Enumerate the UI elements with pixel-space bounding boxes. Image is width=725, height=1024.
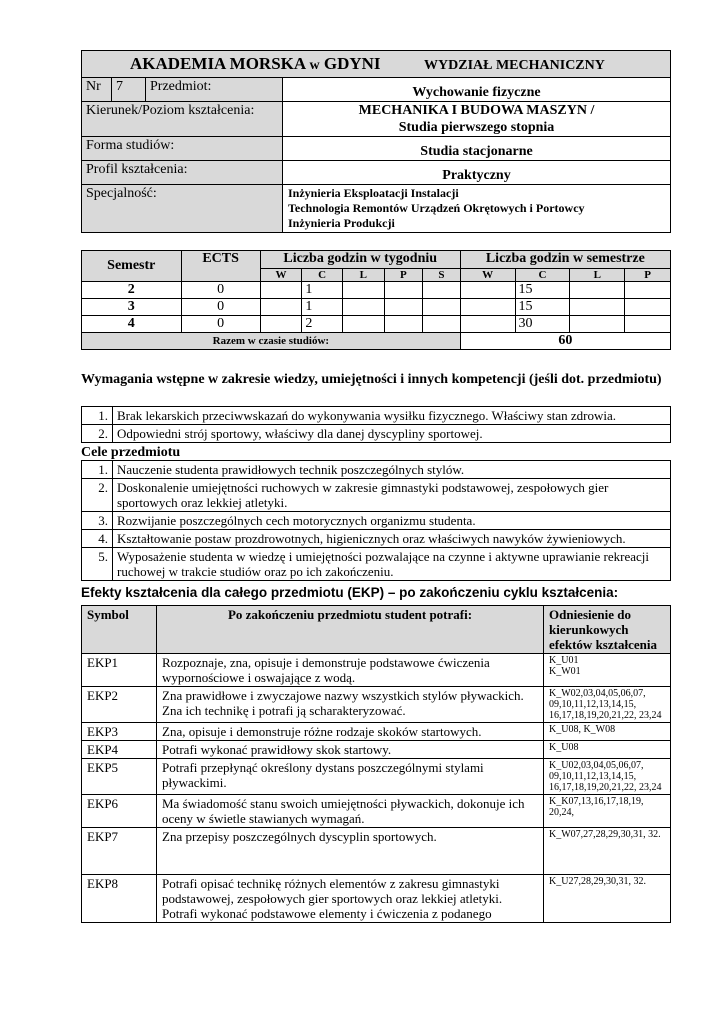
sub-sw: W bbox=[460, 268, 515, 281]
subject-label: Przedmiot: bbox=[146, 78, 283, 102]
list-item: 4. Kształtowanie postaw prozdrowotnych, higienicznych oraz właściwych nawyków żywieniowych. bbox=[82, 530, 671, 548]
semester-row: 4 0 2 30 bbox=[82, 316, 671, 333]
list-item: 5. Wyposażenie studenta w wiedzę i umiejętności pozwalające na czynne i aktywne uprawianie rekreacji ruchowej w trakcie studiów oraz po ich zakończeniu. bbox=[82, 548, 671, 581]
nr-value: 7 bbox=[112, 78, 146, 102]
goals-list bbox=[81, 460, 671, 581]
list-item: 1. Brak lekarskich przeciwwskazań do wykonywania wysiłku fizycznego. Właściwy stan zdrowia. bbox=[82, 407, 671, 425]
sub-sc: C bbox=[515, 268, 570, 281]
table-row: EKP6 Ma świadomość stanu swoich umiejętności pływackich, dokonuje ich oceny w świetle stawianych wymagań. K_K07,13,16,17,18,19, 20,24, bbox=[82, 795, 671, 828]
table-row: EKP8 Potrafi opisać technikę różnych elementów z zakresu gimnastyki podstawowej, zespołowych gier sportowych oraz lekkiej atletyki. Potrafi wykonać podstawowe elementy i ćwiczenia z podanego K_U27,28,29,30,31, 32. bbox=[82, 875, 671, 923]
sub-l: L bbox=[342, 268, 384, 281]
sub-w: W bbox=[260, 268, 302, 281]
col-weekly: Liczba godzin w tygodniu bbox=[260, 251, 460, 269]
col-semester: Semestr bbox=[82, 251, 182, 282]
course-header-table bbox=[81, 50, 671, 233]
effects-table bbox=[81, 605, 671, 923]
col-ref: Odniesienie do kierunkowych efektów kształcenia bbox=[544, 606, 671, 654]
table-row: EKP3 Zna, opisuje i demonstruje różne rodzaje skoków startowych. K_U08, K_W08 bbox=[82, 723, 671, 741]
table-row: EKP4 Potrafi wykonać prawidłowy skok startowy. K_U08 bbox=[82, 741, 671, 759]
academy-name: AKADEMIA MORSKA w GDYNI bbox=[130, 53, 381, 73]
sub-p: P bbox=[384, 268, 423, 281]
semester-row: 3 0 1 15 bbox=[82, 299, 671, 316]
total-label: Razem w czasie studiów: bbox=[82, 333, 461, 350]
list-item: 2. Doskonalenie umiejętności ruchowych w zakresie gimnastyki podstawowej, zespołowych gier sportowych oraz lekkiej atletyki. bbox=[82, 479, 671, 512]
list-item: 1. Nauczenie studenta prawidłowych technik poszczególnych stylów. bbox=[82, 461, 671, 479]
form-value: Studia stacjonarne bbox=[283, 137, 671, 161]
col-symbol: Symbol bbox=[82, 606, 157, 654]
col-semester-hours: Liczba godzin w semestrze bbox=[460, 251, 670, 269]
col-ects: ECTS bbox=[181, 251, 260, 282]
semester-row: 2 0 1 15 bbox=[82, 282, 671, 299]
requirements-title: Wymagania wstępne w zakresie wiedzy, umiejętności i innych kompetencji (jeśli dot. przedmiotu) bbox=[81, 372, 662, 387]
sub-s: S bbox=[423, 268, 461, 281]
nr-label: Nr bbox=[82, 78, 112, 102]
spec-values: Inżynieria Eksploatacji Instalacji Technologia Remontów Urządzeń Okrętowych i Portowcy Inżynieria Produkcji bbox=[283, 185, 671, 233]
faculty-name: WYDZIAŁ MECHANICZNY bbox=[424, 57, 605, 73]
subject-value: Wychowanie fizyczne bbox=[283, 78, 671, 102]
list-item: 3. Rozwijanie poszczególnych cech motorycznych organizmu studenta. bbox=[82, 512, 671, 530]
direction-label: Kierunek/Poziom kształcenia: bbox=[82, 102, 283, 137]
col-desc: Po zakończeniu przedmiotu student potrafi: bbox=[157, 606, 544, 654]
sub-sp: P bbox=[625, 268, 671, 281]
profile-value: Praktyczny bbox=[283, 161, 671, 185]
goals-title: Cele przedmiotu bbox=[81, 445, 181, 460]
table-row: EKP5 Potrafi przepłynąć określony dystans poszczególnymi stylami pływackimi. K_U02,03,04,05,06,07, 09,10,11,12,13,14,15, 16,17,18,19,20,21,22, 23,24 bbox=[82, 759, 671, 795]
profile-label: Profil kształcenia: bbox=[82, 161, 283, 185]
sub-sl: L bbox=[570, 268, 625, 281]
sub-c: C bbox=[302, 268, 343, 281]
table-row: EKP1 Rozpoznaje, zna, opisuje i demonstruje podstawowe ćwiczenia wypornościowe i oswajające z wodą. K_U01 K_W01 bbox=[82, 654, 671, 687]
effects-title: Efekty kształcenia dla całego przedmiotu (EKP) – po zakończeniu cyklu kształcenia: bbox=[81, 585, 619, 600]
form-label: Forma studiów: bbox=[82, 137, 283, 161]
total-value: 60 bbox=[460, 333, 670, 350]
spec-label: Specjalność: bbox=[82, 185, 283, 233]
hours-table bbox=[81, 250, 671, 350]
direction-value: MECHANIKA I BUDOWA MASZYN / Studia pierwszego stopnia bbox=[283, 102, 671, 137]
table-row: EKP2 Zna prawidłowe i zwyczajowe nazwy wszystkich stylów pływackich. Zna ich technikę i potrafi ją scharakteryzować. K_W02,03,04,05,06,07, 09,10,11,12,13,14,15, 16,17,18,19,20,21,22, 23,24 bbox=[82, 687, 671, 723]
requirements-list bbox=[81, 406, 671, 443]
table-row: EKP7 Zna przepisy poszczególnych dyscyplin sportowych. K_W07,27,28,29,30,31, 32. bbox=[82, 828, 671, 875]
list-item: 2. Odpowiedni strój sportowy, właściwy dla danej dyscypliny sportowej. bbox=[82, 425, 671, 443]
title-cell bbox=[82, 51, 671, 78]
